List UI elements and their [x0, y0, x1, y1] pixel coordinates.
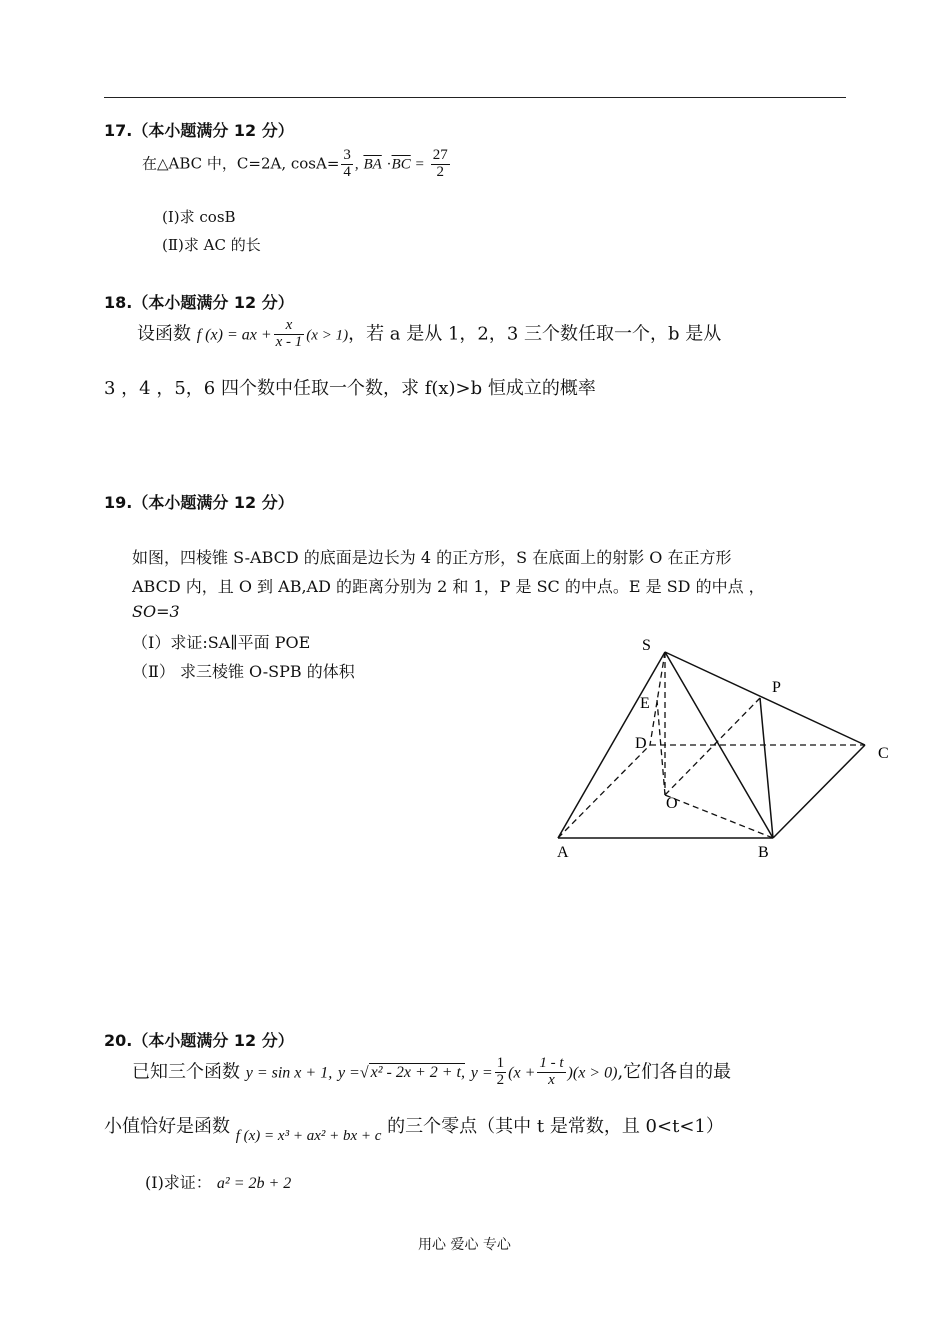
q17-header: 17.（本小题满分 12 分） — [104, 121, 294, 140]
q17-rhs-fraction — [431, 148, 450, 181]
segment-op — [665, 698, 760, 795]
q17-stem-prefix: 在△ABC 中，C=2A, cosA= — [142, 154, 340, 173]
q19-part1: （Ⅰ）求证:SA∥平面 POE — [132, 633, 311, 652]
q20-f3-end: )(x > 0) — [567, 1064, 618, 1082]
q17-rhs-den: 2 — [436, 163, 444, 180]
q20-intro: 已知三个函数 — [132, 1061, 240, 1083]
q17-vector-bc: $\overline{BC}$ — [391, 156, 411, 173]
label-o: O — [666, 795, 678, 812]
q20-part1 — [145, 1170, 291, 1193]
q19-line2: ABCD 内，且 O 到 AB,AD 的距离分别为 2 和 1，P 是 SC 的中点。E 是 SD 的中点 ， — [132, 577, 765, 596]
q20-f2-prefix: y = — [337, 1064, 360, 1082]
q20-line2-rest: 的三个零点（其中 t 是常数，且 0<t<1） — [387, 1116, 724, 1137]
q20-f3-frac-num: 1 - t — [539, 1055, 564, 1071]
edge-sa — [558, 652, 665, 838]
q20-line2 — [104, 1112, 724, 1144]
q17-rhs-num: 27 — [432, 147, 448, 163]
label-b: B — [758, 844, 769, 861]
label-p: P — [772, 679, 781, 696]
q20-line1: 已知三个函数 y = sin x + 1, y =√ x² - 2x + 2 + t, y = $\frac{1}{2}$ (x + $\frac{1 - t}{x}$ )(x > 0),它们各自的最 — [132, 1055, 732, 1088]
q20-part1-expr: a² = 2b + 2 — [216, 1175, 292, 1192]
q18-condition: (x > 1) — [306, 327, 349, 344]
q17-cos-den: 4 — [343, 163, 351, 180]
q17-stem: 在△ABC 中，C=2A, cosA= $\frac{3}{4}$ , $\overline{BA} \cdot\overline{BC}$ = $\frac{27}{2}$ — [142, 147, 448, 180]
page-footer: 用心 爱心 专心 — [418, 1237, 511, 1253]
q19-line1: 如图，四棱锥 S-ABCD 的底面是边长为 4 的正方形，S 在底面上的射影 O 在正方形 — [132, 548, 732, 567]
q18-header: 18.（本小题满分 12 分） — [104, 293, 294, 312]
q20-f3-prefix: y = — [470, 1064, 493, 1082]
q20-f3-frac-den: x — [548, 1071, 555, 1088]
q20-f2-radicand: x² - 2x + 2 + t, — [370, 1064, 465, 1082]
q20-part1-label: (Ⅰ)求证： — [145, 1173, 212, 1192]
header-rule — [104, 97, 846, 98]
segment-oe — [657, 700, 665, 795]
q18-line2: 3 ，4 ，5，6 四个数中任取一个数，求 f(x)>b 恒成立的概率 — [104, 378, 596, 399]
q18-line1-rest: ，若 a 是从 1，2，3 三个数任取一个，b 是从 — [348, 323, 722, 345]
pyramid-figure — [540, 620, 910, 870]
q20-line1-rest: ,它们各自的最 — [617, 1061, 732, 1083]
q18-frac-num: x — [274, 318, 305, 335]
q18-intro: 设函数 — [137, 323, 191, 345]
q17-dot: · — [386, 156, 392, 173]
q17-part2: (Ⅱ)求 AC 的长 — [162, 236, 261, 254]
q18-fraction — [274, 318, 305, 351]
edge-bc — [773, 745, 865, 838]
q17-cos-fraction — [341, 148, 353, 181]
edge-pb — [760, 698, 773, 838]
edge-sc — [665, 652, 865, 745]
label-d: D — [635, 735, 647, 752]
q20-f3-fraction — [537, 1056, 565, 1089]
q20-f3-coef-den: 2 — [496, 1071, 505, 1088]
q20-poly: f (x) = x³ + ax² + bx + c — [235, 1128, 382, 1144]
q19-part2: （Ⅱ） 求三棱锥 O-SPB 的体积 — [132, 662, 355, 681]
label-e: E — [640, 695, 650, 712]
q17-vector-ba: $\overline{BA}$ — [363, 156, 382, 173]
label-c: C — [878, 745, 889, 762]
q19-line3: SO=3 — [132, 602, 180, 621]
q20-f3-coef — [495, 1056, 507, 1089]
q18-fx: f (x) = ax + — [196, 326, 272, 344]
label-s: S — [642, 637, 651, 654]
q17-cos-num: 3 — [343, 147, 351, 163]
q20-header: 20.（本小题满分 12 分） — [104, 1031, 294, 1050]
segment-ob — [665, 795, 773, 838]
q19-header: 19.（本小题满分 12 分） — [104, 493, 294, 512]
q20-line2-prefix: 小值恰好是函数 — [104, 1116, 230, 1137]
q20-f3-mid: (x + — [508, 1064, 536, 1082]
q20-f3-coef-num: 1 — [496, 1055, 505, 1071]
q18-frac-den: x - 1 — [275, 333, 303, 350]
q17-part1: (Ⅰ)求 cosB — [162, 208, 236, 226]
q17-equals: = — [415, 156, 424, 173]
label-a: A — [557, 844, 569, 861]
q20-f1: y = sin x + 1, — [245, 1064, 333, 1082]
q18-line1 — [137, 318, 721, 351]
